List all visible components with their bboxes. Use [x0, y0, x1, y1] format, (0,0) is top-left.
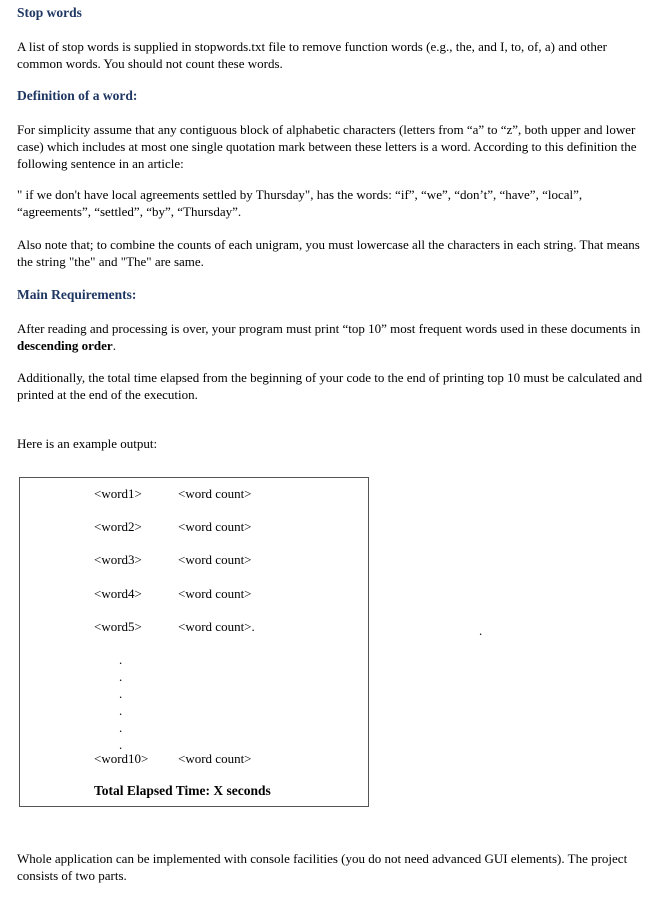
definition-heading: Definition of a word: [17, 88, 138, 103]
ellipsis-dot: . [119, 652, 123, 667]
main-requirements-heading: Main Requirements: [17, 287, 137, 302]
output-count: <word count> [178, 586, 252, 601]
output-word: <word5> [94, 619, 142, 634]
output-count: <word count> [178, 486, 252, 501]
example-output-intro: Here is an example output: [17, 436, 158, 451]
total-elapsed-time: Total Elapsed Time: X seconds [94, 783, 271, 798]
stop-words-text: A list of stop words is supplied in stopwords.txt file to remove function words (e.g., the, and I, to, of, a) and other common words. You should not count these words. [17, 39, 607, 71]
output-count: <word count> [178, 552, 252, 567]
output-word: <word1> [94, 486, 142, 501]
definition-paragraph: For simplicity assume that any contiguous block of alphabetic characters (letters from “a” to “z”, both upper and lower case) which includes at most one single quotation mark between these letters is a word. According to this definition the following sentence in an article: [17, 122, 637, 171]
output-word: <word2> [94, 519, 142, 534]
output-count: <word count> [178, 751, 252, 766]
top10-requirement-paragraph [17, 320, 653, 354]
descending-order-emphasis: descending order [17, 338, 113, 353]
output-count: <word count> [178, 519, 252, 534]
lowercase-note-paragraph: Also note that; to combine the counts of each unigram, you must lowercase all the characters in each string. That means the string "the" and "The" are same. [17, 237, 640, 269]
ellipsis-dot: . [119, 737, 123, 752]
output-row-last [94, 750, 252, 767]
stray-mark: . [479, 623, 483, 638]
output-word: <word3> [94, 552, 142, 567]
output-word: <word4> [94, 586, 142, 601]
output-count: <word count>. [178, 619, 255, 634]
ellipsis-dot: . [119, 686, 123, 701]
ellipsis-dot: . [119, 720, 123, 735]
top10-requirement-text: After reading and processing is over, your program must print “top 10” most frequent words used in these documents in [17, 321, 641, 336]
output-word: <word10> [94, 751, 149, 766]
output-row [94, 518, 252, 535]
ellipsis-dot: . [119, 669, 123, 684]
output-row [94, 551, 252, 568]
top10-requirement-end: . [112, 338, 116, 353]
elapsed-time-paragraph: Additionally, the total time elapsed from the beginning of your code to the end of printing top 10 must be calculated and printed at the end of the execution. [17, 370, 643, 402]
output-row [94, 618, 255, 635]
example-sentence-paragraph: " if we don't have local agreements settled by Thursday", has the words: “if”, “we”, “don’t”, “have”, “local”, “agreements”, “settled”, “by”, “Thursday”. [17, 187, 583, 219]
example-output-box [19, 477, 369, 807]
closing-paragraph: Whole application can be implemented with console facilities (you do not need advanced GUI elements). The project consists of two parts. [17, 851, 628, 883]
stop-words-heading: Stop words [17, 5, 82, 20]
output-row [94, 585, 252, 602]
output-row [94, 485, 252, 502]
ellipsis-dot: . [119, 703, 123, 718]
